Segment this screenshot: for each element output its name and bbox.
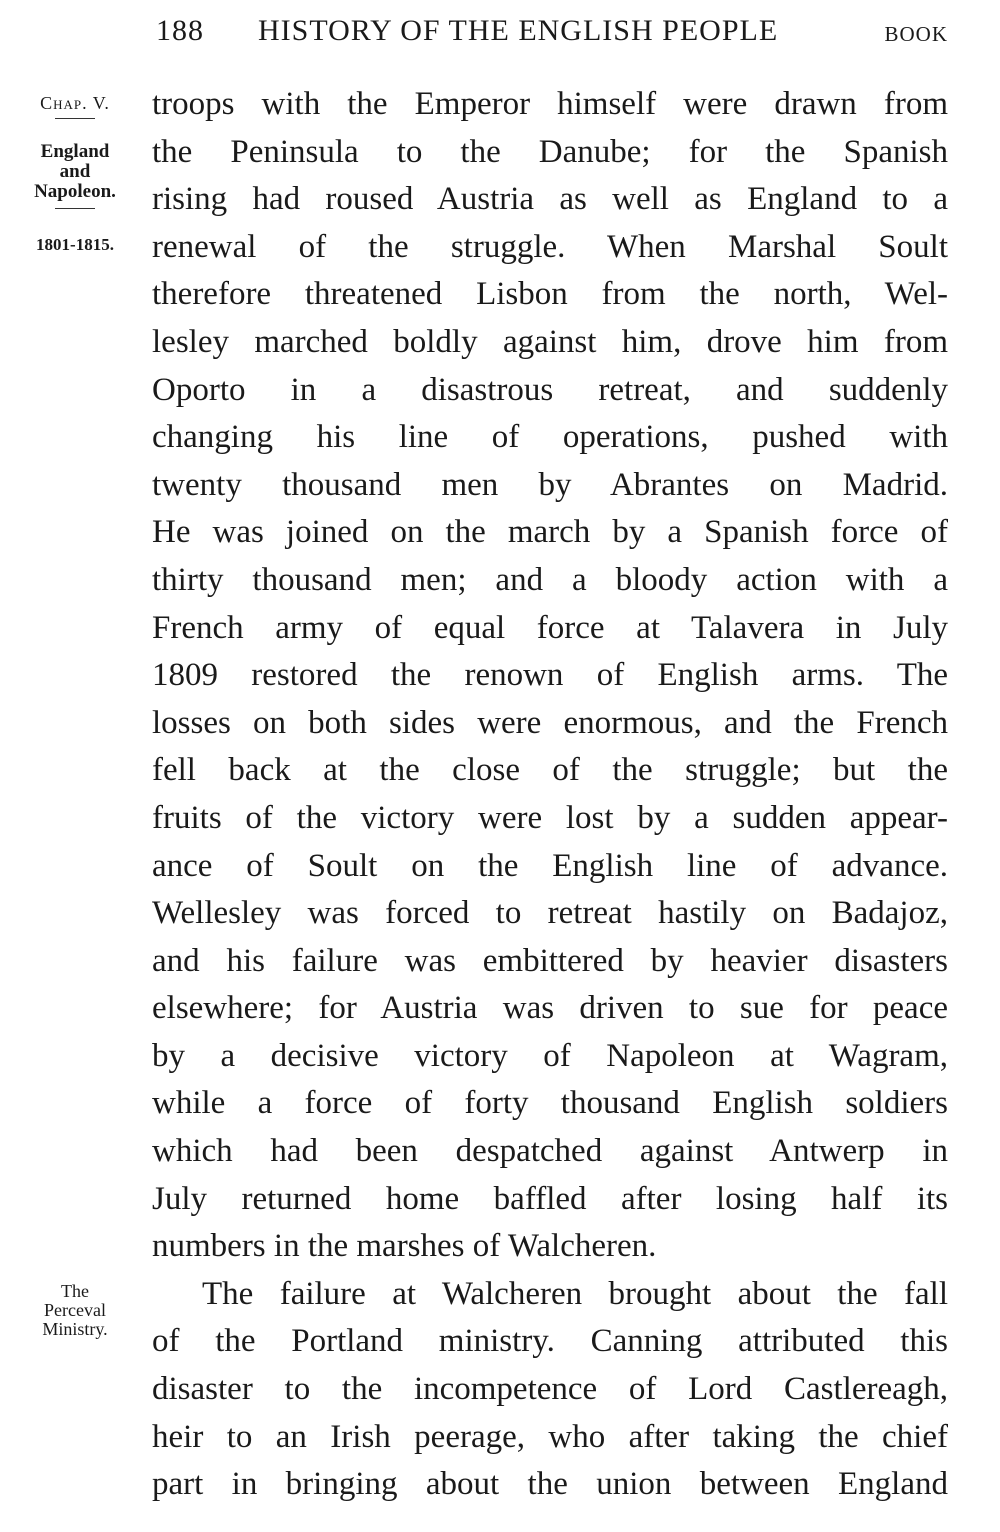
text-line: heir to an Irish peerage, who after taking the chief bbox=[152, 1418, 948, 1455]
text-line: He was joined on the march by a Spanish force of bbox=[152, 514, 948, 551]
text-line: Oporto in a disastrous retreat, and suddenly bbox=[152, 371, 948, 408]
text-line: troops with the Emperor himself were drawn from bbox=[152, 86, 948, 122]
text-line: July returned home baffled after losing half its bbox=[152, 1180, 948, 1217]
perceval-line: Perceval bbox=[44, 1299, 106, 1320]
topic-line: and bbox=[59, 160, 91, 182]
chapter-note bbox=[10, 94, 140, 119]
chapter-rule bbox=[55, 118, 95, 119]
text-line: therefore threatened Lisbon from the north, Wel- bbox=[152, 276, 948, 313]
topic-line: Napoleon. bbox=[34, 180, 116, 202]
text-line: the Peninsula to the Danube; for the Spanish bbox=[152, 133, 948, 170]
text-line: of the Portland ministry. Canning attributed this bbox=[152, 1323, 948, 1360]
text-line: twenty thousand men by Abrantes on Madrid. bbox=[152, 466, 948, 503]
text-line: changing his line of operations, pushed with bbox=[152, 419, 948, 456]
text-line: losses on both sides were enormous, and the French bbox=[152, 704, 948, 741]
perceval-line: The bbox=[61, 1281, 89, 1301]
text-line: The failure at Walcheren brought about the fall bbox=[202, 1275, 948, 1312]
text-line: rising had roused Austria as well as England to a bbox=[152, 181, 948, 218]
text-line: by a decisive victory of Napoleon at Wagram, bbox=[152, 1037, 948, 1074]
text-line: French army of equal force at Talavera in July bbox=[152, 609, 948, 646]
text-line: and his failure was embittered by heavier disasters bbox=[152, 942, 948, 979]
text-line: numbers in the marshes of Walcheren. bbox=[152, 1228, 657, 1265]
text-line: lesley marched boldly against him, drove him from bbox=[152, 323, 948, 360]
page-number: 188 bbox=[156, 14, 204, 47]
topic-note bbox=[10, 142, 140, 209]
margin-notes bbox=[0, 0, 150, 1532]
dates-note: 1801-1815. bbox=[36, 235, 114, 254]
text-line: which had been despatched against Antwerp in bbox=[152, 1133, 948, 1170]
text-line: elsewhere; for Austria was driven to sue for peace bbox=[152, 990, 948, 1027]
text-line: fell back at the close of the struggle; but the bbox=[152, 752, 948, 789]
book-label: BOOK bbox=[884, 22, 948, 46]
body-text bbox=[152, 81, 948, 1509]
paragraph-2 bbox=[152, 1271, 948, 1509]
text-line: while a force of forty thousand English soldiers bbox=[152, 1085, 948, 1122]
topic-rule bbox=[55, 208, 95, 209]
perceval-line: Ministry. bbox=[42, 1318, 108, 1339]
paragraph-1 bbox=[152, 81, 948, 1271]
text-line: part in bringing about the union between England bbox=[152, 1466, 948, 1503]
topic-line: England bbox=[40, 141, 110, 162]
text-line: fruits of the victory were lost by a sudden appear- bbox=[152, 799, 948, 836]
text-line: 1809 restored the renown of English arms. The bbox=[152, 657, 948, 694]
running-header bbox=[0, 10, 1000, 50]
text-line: ance of Soult on the English line of advance. bbox=[152, 847, 948, 884]
text-line: disaster to the incompetence of Lord Castlereagh, bbox=[152, 1371, 948, 1408]
text-line: Wellesley was forced to retreat hastily on Badajoz, bbox=[152, 895, 948, 932]
perceval-note bbox=[10, 1282, 140, 1339]
text-line: thirty thousand men; and a bloody action with a bbox=[152, 561, 948, 598]
chapter-label: Chap. V. bbox=[40, 93, 110, 113]
running-title: HISTORY OF THE ENGLISH PEOPLE bbox=[258, 14, 779, 47]
text-line: renewal of the struggle. When Marshal Soult bbox=[152, 228, 948, 265]
